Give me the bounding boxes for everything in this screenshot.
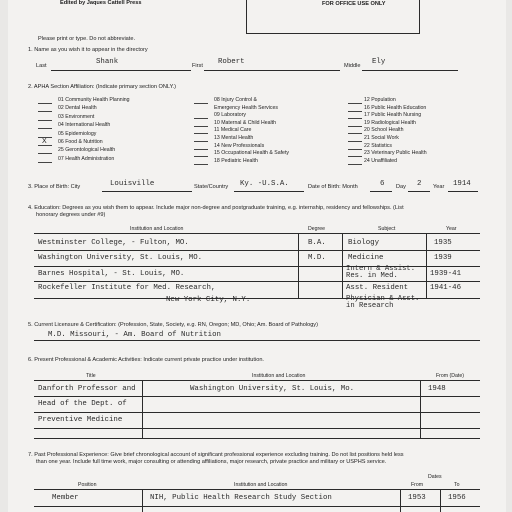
form-page [8,0,506,512]
past-row-1-position: Member [52,494,79,502]
birth-city-value: Louisville [110,180,155,188]
edu-row-4-year: 1941-46 [430,284,462,292]
apha-option[interactable]: 01 Community Health Planning [58,97,130,103]
first-name-value: Robert [218,58,245,66]
apha-option[interactable]: 19 Radiological Health [364,119,416,126]
present-title-line1: Danforth Professor and [38,385,136,393]
past-row-1-institution: NIH, Public Health Research Study Section [150,494,332,502]
past-header-position: Position [78,482,97,488]
present-question: 6. Present Professional & Academic Activities: Indicate current private practice under institution. [28,357,264,363]
edu-row-2-institution: Washington University, St. Louis, MO. [38,254,203,262]
licensure-value: M.D. Missouri, - Am. Board of Nutrition [48,331,221,339]
past-row-1-from: 1953 [408,494,426,502]
birth-state-value: Ky. -U.S.A. [240,180,289,188]
apha-option[interactable]: 22 Statistics [364,142,392,149]
apha-option[interactable]: 16 Public Health Education [364,104,427,111]
edu-row-2-year: 1939 [434,254,452,262]
birth-year-value: 1914 [453,180,471,188]
last-label: Last [36,63,47,69]
state-label: State/Country [194,184,229,190]
apha-question: 2. APHA Section Affiliation: (Indicate primary section ONLY.) [28,84,176,90]
present-from: 1948 [428,385,446,393]
education-question: 4. Education: Degrees as you wish them to appear. Include major non-degree and postgraduate training, e.g. internship, residency and fellowships. (List [28,205,404,211]
edu-row-4-subject: Asst. Resident [346,284,409,292]
apha-option[interactable]: 05 Epidemiology [58,130,97,137]
middle-label: Middle [344,63,361,69]
past-question-cont: than one year. Include full time work, major consulting or attending affiliations, major research, private practice and military or USPHS service. [36,459,387,465]
apha-option[interactable]: 04 International Health [58,122,111,129]
middle-name-value: Ely [372,58,386,66]
edu-row-2-degree: M.D. [308,254,326,262]
edu-row-1-year: 1935 [434,239,452,247]
apha-option[interactable]: 24 Unaffiliated [364,157,398,164]
apha-option-selected[interactable]: 06 Food & Nutrition [58,138,103,145]
education-question-cont: honorary degrees under #9) [36,212,106,218]
apha-option[interactable]: 10 Maternal & Child Health [214,119,276,126]
past-question: 7. Past Professional Experience: Give brief chronological account of significant professional experience excluding training. Do not list positions held less [28,452,404,458]
apha-option[interactable]: 25 Gerontological Health [58,147,116,154]
name-question: 1. Name as you wish it to appear in the directory [28,47,148,53]
present-header-title: Title [86,373,96,379]
apha-option[interactable]: 23 Veterinary Public Health [364,150,427,157]
past-header-institution: Institution and Location [234,482,288,488]
year-label: Year [433,184,445,190]
birth-question: 3. Place of Birth: City [28,184,81,190]
birth-month-value: 6 [380,180,385,188]
edu-row-3-institution: Barnes Hospital, - St. Louis, MO. [38,270,185,278]
edu-row-1-subject: Biology [348,239,380,247]
edu-row-1-institution: Westminster College, - Fulton, MO. [38,239,189,247]
present-title-line3: Preventive Medicine [38,416,123,424]
edu-row-5-subject: Physician & Asst. in Research [346,295,420,311]
apha-option[interactable]: 09 Laboratory [214,112,247,119]
past-header-from: From [411,482,424,488]
edu-row-5-institution: New York City, N.Y. [166,296,251,304]
edu-row-3-year: 1939-41 [430,270,462,278]
past-dates-label: Dates [428,474,442,480]
apha-option[interactable]: 15 Occupational Health & Safety [214,150,289,157]
apha-option-cont: Emergency Health Services [214,104,279,111]
edu-row-1-degree: B.A. [308,239,326,247]
present-header-from: From (Date) [436,373,464,379]
licensure-question: 5. Current Licensure & Certification: (Profession, State, Society, e.g. RN, Oregon; MD, Ohio; Am. Board of Pathology) [28,322,318,328]
apha-option[interactable]: 18 Pediatric Health [214,157,258,164]
last-name-value: Shank [96,58,119,66]
present-title-line2: Head of the Dept. of [38,400,127,408]
dob-label: Date of Birth: Month [308,184,358,190]
apha-option[interactable]: 03 Environment [58,113,95,120]
edu-row-2-subject: Medicine [348,254,384,262]
apha-option[interactable]: 11 Medical Care [214,127,252,134]
edited-by-text: Edited by Jaques Cattell Press [60,0,142,6]
edu-row-4-institution: Rockefeller Institute for Med. Research, [38,284,216,292]
present-header-institution: Institution and Location [252,373,306,379]
apha-option[interactable]: 20 School Health [364,127,404,134]
past-header-to: To [454,482,460,488]
apha-option[interactable]: 21 Social Work [364,134,399,141]
edu-header-institution: Institution and Location [130,226,184,232]
instructions-text: Please print or type. Do not abbreviate. [38,36,136,42]
checked-mark: X [42,137,47,145]
office-use-label: FOR OFFICE USE ONLY [322,1,386,7]
apha-option[interactable]: 17 Public Health Nursing [364,112,422,119]
apha-option[interactable]: 07 Health Administration [58,155,115,162]
day-label: Day [396,184,406,190]
apha-option[interactable]: 02 Dental Health [58,105,97,112]
edu-header-year: Year [446,226,457,232]
edu-header-degree: Degree [308,226,326,232]
past-row-1-to: 1956 [448,494,466,502]
birth-day-value: 2 [417,180,422,188]
first-label: First [192,63,203,69]
present-institution: Washington University, St. Louis, Mo. [190,385,355,393]
edu-row-3-subject: Intern & Assist. Res. in Med. [346,265,416,281]
edu-header-subject: Subject [378,226,396,232]
apha-option[interactable]: 12 Population [364,97,396,103]
apha-option[interactable]: 13 Mental Health [214,134,254,141]
apha-option[interactable]: 08 Injury Control & [214,97,257,103]
apha-option[interactable]: 14 New Professionals [214,142,265,149]
